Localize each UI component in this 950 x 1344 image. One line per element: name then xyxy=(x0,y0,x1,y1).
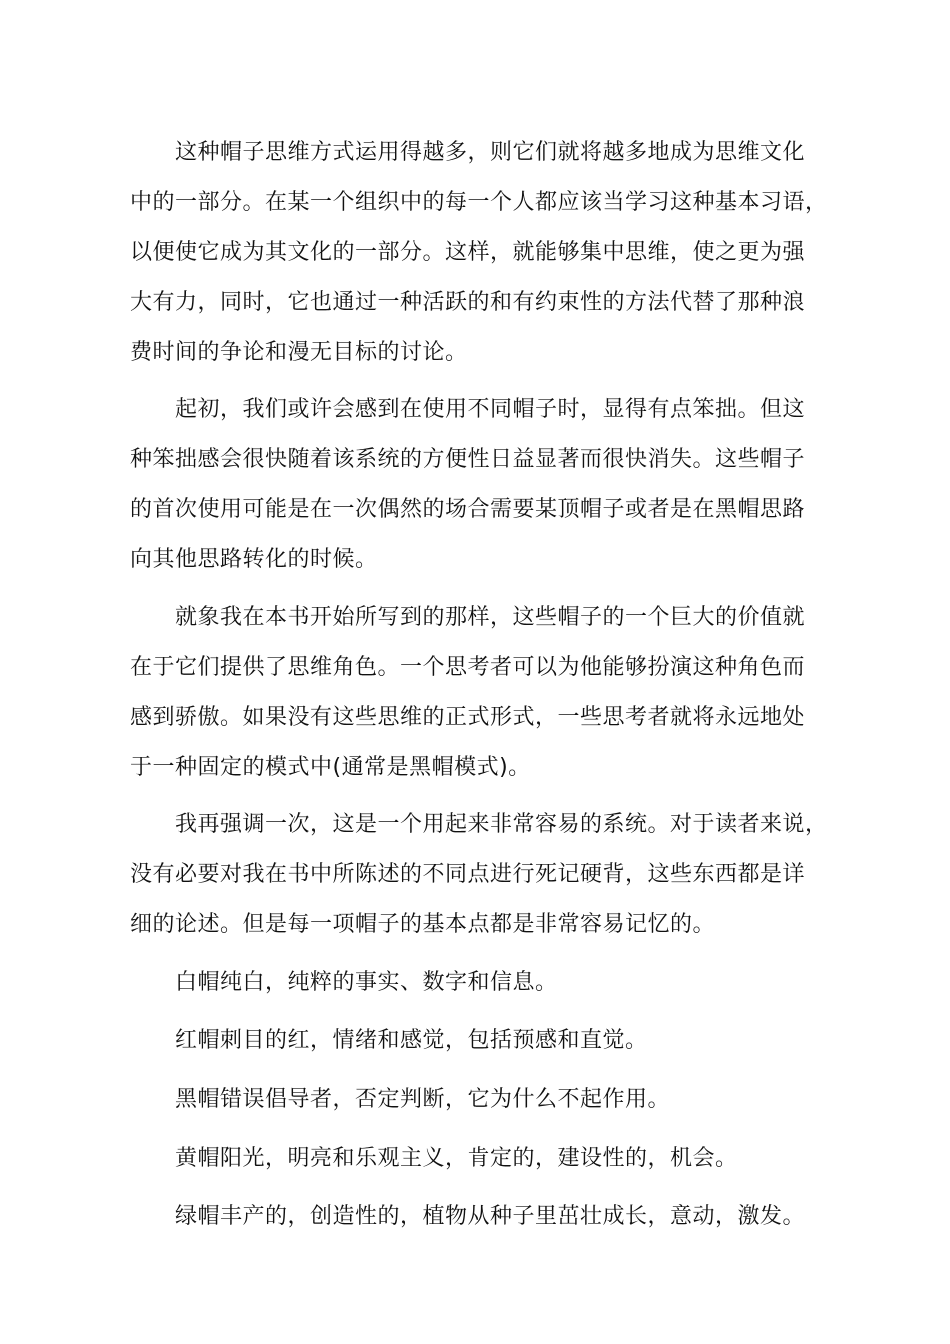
paragraph-4-line-3: 细的论述。但是每一项帽子的基本点都是非常容易记忆的。 xyxy=(130,912,716,937)
paragraph-1-line-4: 大有力，同时，它也通过一种活跃的和有约束性的方法代替了那种浪 xyxy=(130,290,806,315)
hat-red-line: 红帽刺目的红，情绪和感觉，包括预感和直觉。 xyxy=(175,1028,648,1053)
paragraph-3-line-3: 感到骄傲。如果没有这些思维的正式形式，一些思考者就将永远地处 xyxy=(130,705,806,730)
paragraph-2-line-3: 的首次使用可能是在一次偶然的场合需要某顶帽子或者是在黑帽思路 xyxy=(130,497,806,522)
hat-white-line: 白帽纯白，纯粹的事实、数字和信息。 xyxy=(175,970,558,995)
paragraph-3-line-2: 在于它们提供了思维角色。一个思考者可以为他能够扮演这种角色而 xyxy=(130,655,806,680)
paragraph-4-line-1: 我再强调一次，这是一个用起来非常容易的系统。对于读者来说， xyxy=(175,812,828,837)
paragraph-3-line-4: 于一种固定的模式中(通常是黑帽模式)。 xyxy=(130,755,531,780)
paragraph-1-line-2: 中的一部分。在某一个组织中的每一个人都应该当学习这种基本习语， xyxy=(130,190,828,215)
paragraph-1-line-5: 费时间的争论和漫无目标的讨论。 xyxy=(130,340,468,365)
paragraph-3-line-1: 就象我在本书开始所写到的那样，这些帽子的一个巨大的价值就 xyxy=(175,605,806,630)
paragraph-4-line-2: 没有必要对我在书中所陈述的不同点进行死记硬背，这些东西都是详 xyxy=(130,862,806,887)
hat-yellow-line: 黄帽阳光，明亮和乐观主义，肯定的，建设性的，机会。 xyxy=(175,1146,738,1171)
paragraph-1-line-3: 以便使它成为其文化的一部分。这样，就能够集中思维，使之更为强 xyxy=(130,240,806,265)
paragraph-2-line-1: 起初，我们或许会感到在使用不同帽子时，显得有点笨拙。但这 xyxy=(175,397,806,422)
hat-black-line: 黑帽错误倡导者，否定判断，它为什么不起作用。 xyxy=(175,1087,671,1112)
paragraph-2-line-4: 向其他思路转化的时候。 xyxy=(130,547,378,572)
paragraph-1-line-1: 这种帽子思维方式运用得越多，则它们就将越多地成为思维文化 xyxy=(175,140,806,165)
paragraph-2-line-2: 种笨拙感会很快随着该系统的方便性日益显著而很快消失。这些帽子 xyxy=(130,447,806,472)
hat-green-line: 绿帽丰产的，创造性的，植物从种子里茁壮成长，意动，激发。 xyxy=(175,1204,806,1229)
